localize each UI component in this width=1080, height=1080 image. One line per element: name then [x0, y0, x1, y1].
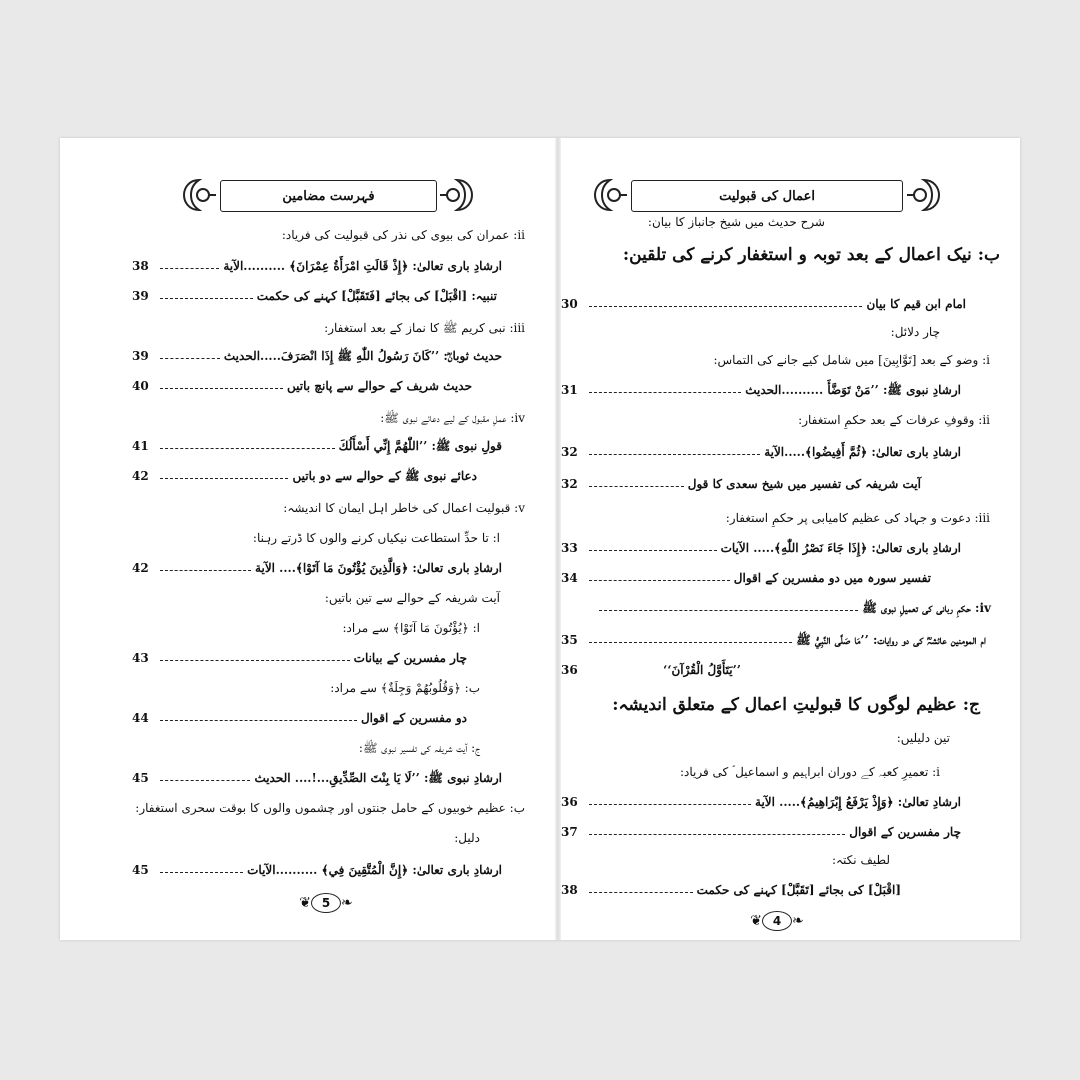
leader-dots [160, 448, 335, 449]
leader-dots [589, 550, 717, 551]
page-ref: 42 [132, 469, 149, 483]
flourish-icon: ❦ [299, 895, 311, 911]
page-ref: 36 [561, 795, 578, 809]
leader-dots [160, 720, 357, 721]
ornament-icon [180, 176, 218, 214]
ornament-icon [905, 176, 943, 214]
leader-dots [589, 392, 741, 393]
toc-subheading: ا: تا حدِّ استطاعت نیکیاں کرنے والوں کا ڈرتے رہنا: [252, 531, 500, 545]
toc-entry-text: ارشادِ باری تعالیٰ: ﴿إِذَا جَاءَ نَصْرُ اللّٰهِ﴾..... الآیات [720, 541, 961, 555]
page-title: فہرست مضامین [220, 180, 437, 212]
page-ref: 43 [132, 651, 149, 665]
page-ref: 36 [561, 663, 578, 677]
toc-entry[interactable] [561, 296, 966, 312]
toc-entry[interactable] [571, 600, 991, 616]
section-heading: ج: عظیم لوگوں کا قبولیتِ اعمال کے متعلق اندیشہ: [612, 695, 980, 715]
toc-entry-text: ارشادِ نبوی ﷺ: ’’لَا يَا بِنْتَ الصِّدِّيقِ...!.... الحدیث [254, 771, 502, 785]
toc-entry-text: [اقْبَلْ] کی بجائے [تَقَبَّلْ] کہنے کی حکمت [696, 883, 901, 897]
page-ref: 38 [561, 883, 578, 897]
leader-dots [589, 486, 684, 487]
toc-entry-text: ارشادِ باری تعالیٰ: ﴿ثُمَّ أَفِيضُوا﴾.....الآیة [764, 445, 961, 459]
leader-dots [160, 660, 350, 661]
toc-heading: i: وضو کے بعد [تَوَّابِينَ] میں شامل کیے جانے کی التماس: [713, 353, 990, 367]
leader-dots [160, 478, 288, 479]
page-ref: 31 [561, 383, 578, 397]
toc-entry-text: حدیث شریف کے حوالے سے پانچ باتیں [287, 379, 472, 393]
toc-subheading: ج: آیت شریفہ کی تفسیر نبوی ﷺ: [358, 741, 480, 755]
toc-entry[interactable] [561, 632, 986, 648]
toc-entry[interactable] [132, 258, 502, 274]
leader-dots [589, 454, 760, 455]
leader-dots [589, 834, 845, 835]
left-page [60, 138, 555, 940]
toc-subheading: دلیل: [454, 831, 480, 845]
toc-entry-text: تنبیہ: [اقْبَلْ] کی بجائے [فَتَقَبَّلْ] کہنے کی حکمت [256, 289, 497, 303]
toc-subheading: ب: ﴿وَقُلُوبُهُمْ وَجِلَةٌ﴾ سے مراد: [330, 681, 480, 695]
section-heading: ب: نیک اعمال کے بعد توبہ و استغفار کرنے کی تلقین: [622, 245, 1000, 265]
page-ref: 38 [132, 259, 149, 273]
toc-entry-text: ارشادِ باری تعالیٰ: ﴿إِذْ قَالَتِ امْرَأَةُ عِمْرَانَ﴾ ..........الآیة [223, 259, 502, 273]
ornament-icon [591, 176, 629, 214]
leader-dots [160, 570, 251, 571]
page-ref: 30 [561, 297, 578, 311]
toc-heading: v: قبولیت اعمال کی خاطر اہل ایمان کا اندیشہ: [283, 501, 525, 515]
toc-heading: تین دلیلیں: [896, 731, 950, 745]
toc-entry-text: قولِ نبوی ﷺ: ’’اللّٰهُمَّ إِنِّي أَسْأَلُكَ [338, 439, 502, 453]
toc-entry-text: چار مفسرین کے اقوال [849, 825, 961, 839]
toc-entry[interactable] [561, 662, 741, 678]
leader-dots [599, 610, 858, 611]
right-page [561, 138, 1020, 940]
leader-dots [160, 780, 250, 781]
toc-heading: ii: عمران کی بیوی کی نذر کی قبولیت کی فریاد: [281, 228, 525, 242]
page-ref: 35 [561, 633, 578, 647]
toc-subheading: ا: ﴿يُؤْتُونَ مَا آتَوْا﴾ سے مراد: [342, 621, 480, 635]
page-ref: 45 [132, 771, 149, 785]
toc-entry[interactable] [132, 560, 502, 576]
toc-entry-text: ارشادِ نبوی ﷺ: ’’مَنْ تَوَضَّأَ ..........الحدیث [745, 383, 961, 397]
toc-entry[interactable] [132, 438, 502, 454]
toc-entry-text: ارشادِ تعالیٰ: ﴿وَإِذْ يَرْفَعُ إِبْرَاهِيمُ﴾..... الآیة [755, 795, 961, 809]
ornament-icon [438, 176, 476, 214]
toc-entry[interactable] [561, 540, 961, 556]
page-number: ❦ 4 ❧ [750, 913, 804, 929]
leader-dots [589, 306, 862, 307]
toc-entry[interactable] [132, 650, 467, 666]
toc-entry[interactable] [561, 824, 961, 840]
toc-entry-text: دعائے نبوی ﷺ کے حوالے سے دو باتیں [292, 469, 477, 483]
page-ref: 45 [132, 863, 149, 877]
toc-entry-text: تفسیر سورہ میں دو مفسرین کے اقوال [733, 571, 931, 585]
leader-dots [160, 872, 243, 873]
toc-entry[interactable] [132, 862, 502, 878]
flourish-icon: ❦ [750, 913, 762, 929]
subheading: شرح حدیث میں شیخ جانباز کا بیان: [647, 215, 825, 229]
toc-heading: iii: دعوت و جہاد کی عظیم کامیابی پر حکمِ استغفار: [725, 511, 990, 525]
page-ref: 42 [132, 561, 149, 575]
toc-entry[interactable] [132, 288, 497, 304]
toc-entry[interactable] [132, 348, 502, 364]
toc-entry[interactable] [132, 378, 472, 394]
toc-entry-text: دو مفسرین کے اقوال [360, 711, 467, 725]
page-number: ❦ 5 ❧ [299, 895, 353, 911]
toc-entry[interactable] [132, 710, 467, 726]
toc-heading: iii: نبی کریم ﷺ کا نماز کے بعد استغفار: [324, 321, 525, 335]
leader-dots [160, 268, 219, 269]
toc-heading: iv: عملِ مقبول کے لیے دعائے نبوی ﷺ: [380, 411, 525, 425]
toc-entry[interactable] [561, 382, 961, 398]
page-ref: 37 [561, 825, 578, 839]
toc-entry-text: چار مفسرین کے بیانات [353, 651, 467, 665]
toc-entry[interactable] [561, 570, 931, 586]
toc-entry-text: حدیث ثوبانؓ: ’’كَانَ رَسُولُ اللّٰهِ ﷺ إِذَا انْصَرَفَ.....الحدیث [223, 349, 502, 363]
toc-entry[interactable] [561, 794, 961, 810]
page-ref: 34 [561, 571, 578, 585]
toc-subheading: آیت شریفہ کے حوالے سے تین باتیں: [324, 591, 500, 605]
leader-dots [589, 642, 792, 643]
toc-heading: i: تعمیرِ کعبہ کے دوران ابراہیم و اسماعیل ؑ کی فریاد: [680, 765, 940, 779]
page-ref: 40 [132, 379, 149, 393]
toc-entry-text: ارشادِ باری تعالیٰ: ﴿وَالَّذِينَ يُؤْتُونَ مَا آتَوْا﴾.... الآیة [255, 561, 502, 575]
leader-dots [589, 580, 730, 581]
toc-entry[interactable] [561, 444, 961, 460]
toc-entry[interactable] [561, 882, 901, 898]
toc-entry-text: آیت شریفہ کی تفسیر میں شیخ سعدی کا قول [687, 477, 921, 491]
toc-entry-text: ام المومنین عائشہؓ کی دو روایات: ’’مَا صَلَّى النَّبِيُّ ﷺ [796, 633, 986, 647]
leader-dots [160, 358, 220, 359]
toc-entry-text: ارشادِ باری تعالیٰ: ﴿إِنَّ الْمُتَّقِينَ فِي﴾ ..........الآیات [247, 863, 502, 877]
page-ref: 44 [132, 711, 149, 725]
leader-dots [160, 388, 283, 389]
page-ref: 39 [132, 289, 149, 303]
toc-heading: چار دلائل: [890, 325, 940, 339]
flourish-icon: ❧ [792, 913, 804, 929]
toc-entry-text: امام ابن قیم کا بیان [866, 297, 966, 311]
toc-entry-text: iv: حکمِ ربانی کی تعمیلِ نبوی ﷺ [862, 601, 991, 615]
page-ref: 33 [561, 541, 578, 555]
toc-heading: ب: عظیم خوبیوں کے حامل جنتوں اور چشموں والوں کا بوقت سحری استغفار: [135, 801, 525, 815]
page-ref: 32 [561, 477, 578, 491]
flourish-icon: ❧ [341, 895, 353, 911]
toc-entry[interactable] [132, 468, 477, 484]
leader-dots [160, 298, 253, 299]
page-ref: 41 [132, 439, 149, 453]
toc-entry[interactable] [132, 770, 502, 786]
toc-heading: ii: وقوفِ عرفات کے بعد حکمِ استغفار: [798, 413, 990, 427]
toc-entry-text: ’’يَتَأَوَّلُ الْقُرْآنَ‘‘ [663, 663, 741, 677]
page-ref: 39 [132, 349, 149, 363]
leader-dots [589, 892, 693, 893]
page-title: اعمال کی قبولیت [631, 180, 903, 212]
toc-entry[interactable] [561, 476, 921, 492]
leader-dots [589, 804, 751, 805]
toc-heading: لطیف نکتہ: [831, 853, 890, 867]
page-ref: 32 [561, 445, 578, 459]
book-spread [60, 138, 1020, 940]
